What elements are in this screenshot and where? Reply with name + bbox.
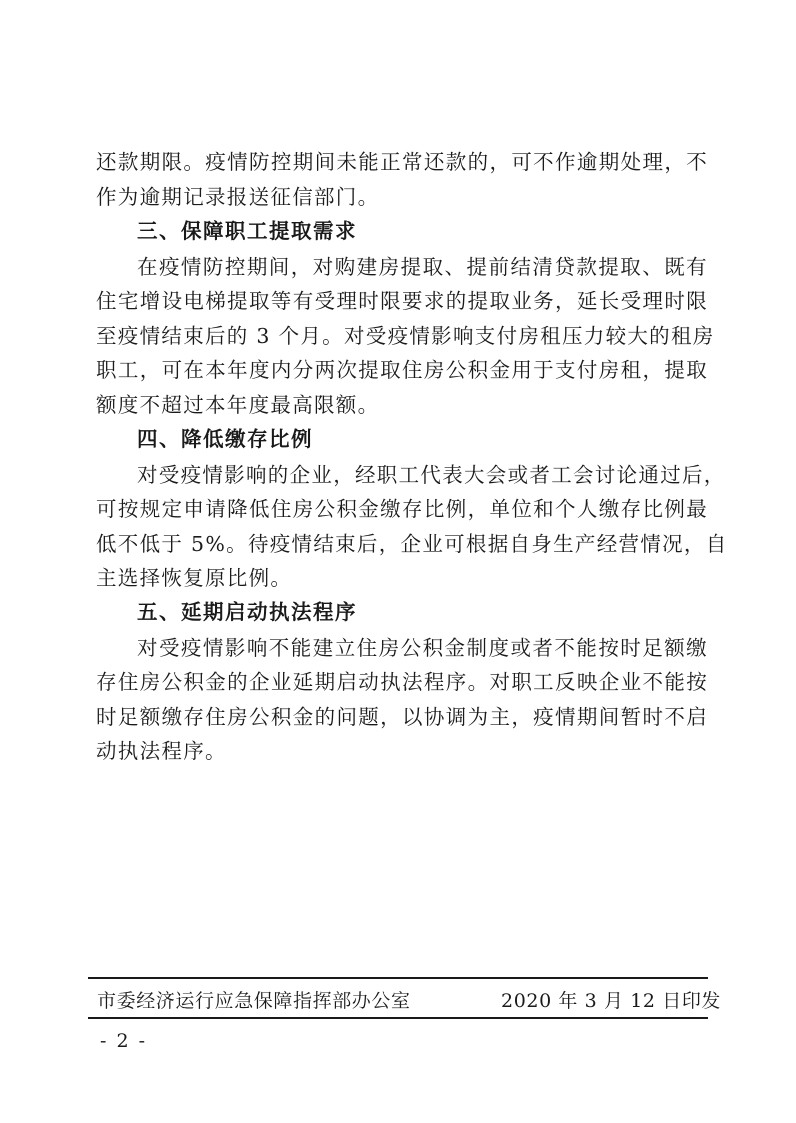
body-line-11: 可按规定申请降低住房公积金缴存比例，单位和个人缴存比例最: [96, 497, 708, 521]
section-heading-4: 四、降低缴存比例: [137, 427, 313, 451]
body-line-15: 对受疫情影响不能建立住房公积金制度或者不能按时足额缴: [137, 636, 708, 660]
footer-date: 2020 年 3 月 12 日印发: [501, 990, 722, 1012]
body-line-6: 至疫情结束后的 3 个月。对受疫情影响支付房租压力较大的租房: [96, 324, 715, 348]
section-heading-3: 三、保障职工提取需求: [137, 219, 357, 243]
body-line-8: 额度不超过本年度最高限额。: [96, 393, 380, 417]
body-line-12: 低不低于 5%。待疫情结束后，企业可根据自身生产经营情况，自: [96, 532, 728, 556]
body-line-7: 职工，可在本年度内分两次提取住房公积金用于支付房租，提取: [96, 358, 708, 382]
body-line-18: 动执法程序。: [96, 739, 227, 763]
footer-top-rule: [88, 977, 708, 979]
body-line-2: 作为逾期记录报送征信部门。: [96, 185, 380, 209]
section-heading-5: 五、延期启动执法程序: [137, 600, 357, 624]
body-line-4: 在疫情防控期间，对购建房提取、提前结清贷款提取、既有: [137, 255, 708, 279]
body-line-13: 主选择恢复原比例。: [96, 566, 293, 590]
footer-issuer: 市委经济运行应急保障指挥部办公室: [97, 990, 411, 1012]
body-line-17: 时足额缴存住房公积金的问题，以协调为主，疫情期间暂时不启: [96, 705, 708, 729]
footer-bottom-rule: [88, 1017, 708, 1019]
body-line-1: 还款期限。疫情防控期间未能正常还款的，可不作逾期处理，不: [96, 150, 708, 174]
page-number: - 2 -: [100, 1030, 148, 1052]
body-line-5: 住宅增设电梯提取等有受理时限要求的提取业务，延长受理时限: [96, 289, 708, 313]
body-line-10: 对受疫情影响的企业，经职工代表大会或者工会讨论通过后，: [137, 463, 726, 487]
body-line-16: 存住房公积金的企业延期启动执法程序。对职工反映企业不能按: [96, 670, 708, 694]
